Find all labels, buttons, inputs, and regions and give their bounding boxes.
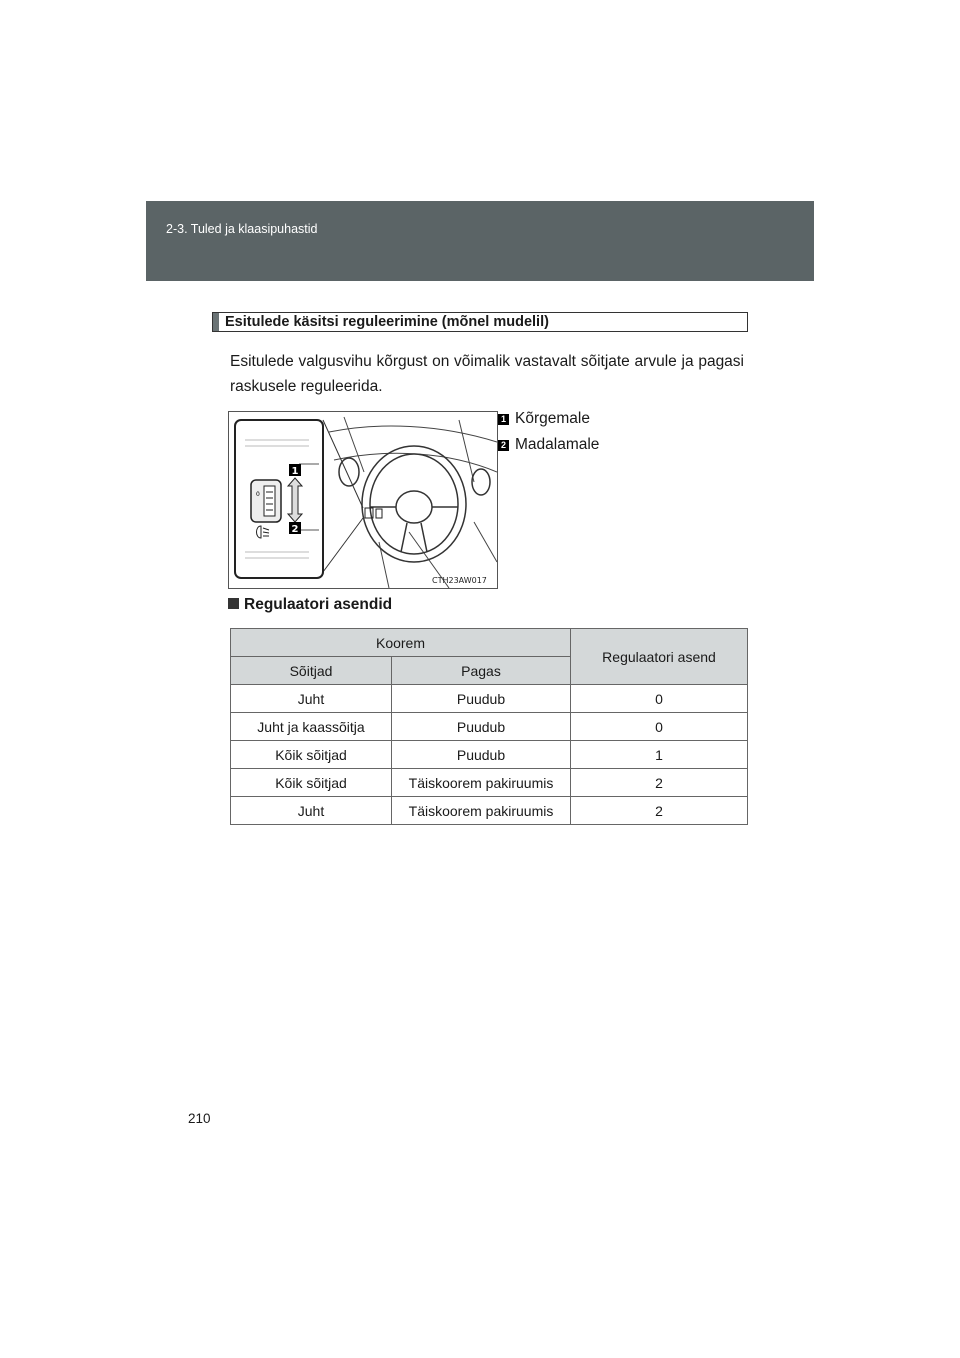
legend-num-2: 2	[498, 440, 509, 451]
header-regulator-position: Regulaatori asend	[571, 629, 748, 685]
page-number: 210	[188, 1111, 211, 1126]
table-row: Juht Täiskoorem pakiruumis 2	[231, 797, 748, 825]
subheading: Esitulede käsitsi reguleerimine (mõnel mudelil)	[212, 312, 748, 332]
header-luggage: Pagas	[392, 657, 571, 685]
table-row: Juht ja kaassõitja Puudub 0	[231, 713, 748, 741]
legend-item-2	[498, 436, 599, 454]
headlight-leveling-figure	[228, 411, 498, 589]
dashboard-illustration	[229, 412, 497, 588]
svg-text:0: 0	[256, 491, 260, 498]
table-row: Kõik sõitjad Puudub 1	[231, 741, 748, 769]
legend-label-2: Madalamale	[515, 436, 600, 453]
square-bullet-icon	[228, 598, 239, 609]
legend-num-1: 1	[498, 414, 509, 425]
intro-paragraph: Esitulede valgusvihu kõrgust on võimalik vastavalt sõitjate arvule ja pagasi raskusele reguleerida.	[230, 353, 744, 395]
figure-callout-2: 2	[291, 524, 299, 535]
legend-item-1	[498, 410, 590, 428]
header-load: Koorem	[231, 629, 571, 657]
legend-label-1: Kõrgemale	[515, 410, 590, 427]
figure-callout-1: 1	[291, 466, 299, 477]
page-header	[146, 201, 814, 281]
section-title: 2-3. Tuled ja klaasipuhastid	[166, 222, 318, 236]
header-passengers: Sõitjad	[231, 657, 392, 685]
table-row: Juht Puudub 0	[231, 685, 748, 713]
table-row: Kõik sõitjad Täiskoorem pakiruumis 2	[231, 769, 748, 797]
regulator-positions-table	[230, 628, 748, 825]
figure-code: CTH23AW017	[432, 576, 487, 585]
subsection-title: Regulaatori asendid	[228, 596, 392, 614]
